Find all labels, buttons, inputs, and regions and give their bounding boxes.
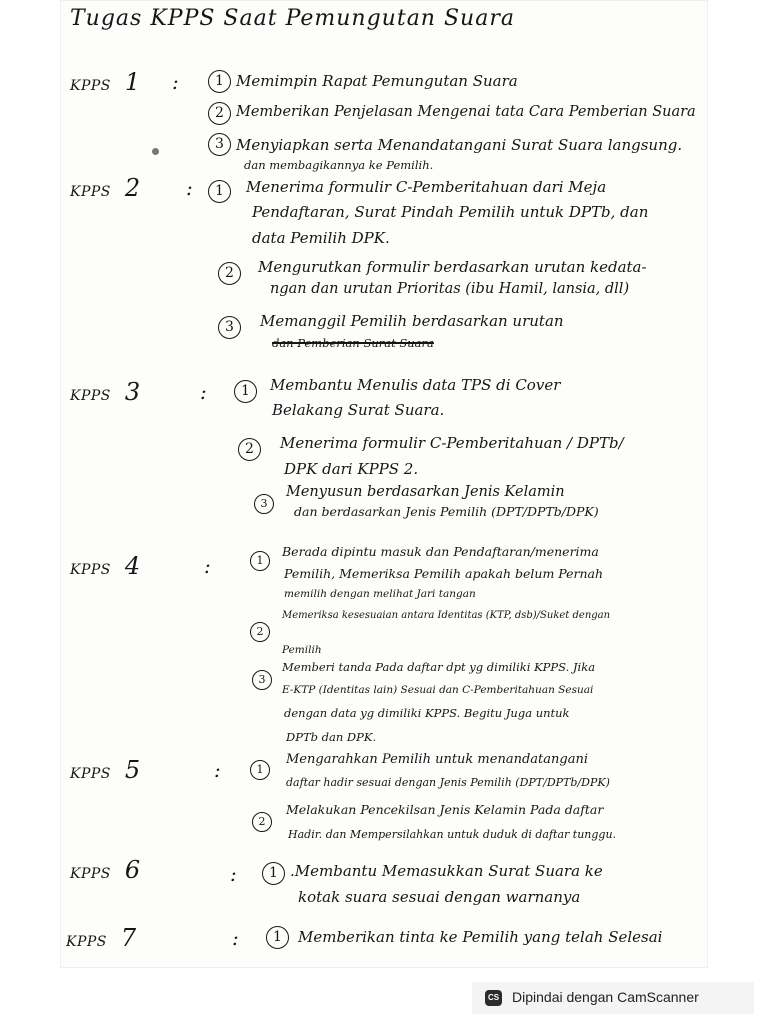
- kpps-5-task-1-line-2: daftar hadir sesuai dengan Jenis Pemilih (DPT/DPTb/DPK): [286, 776, 610, 789]
- colon: :: [172, 70, 179, 94]
- kpps-6-task-1-line-1: .Membantu Memasukkan Surat Suara ke: [290, 862, 603, 880]
- number-badge: 3: [218, 316, 241, 339]
- colon: :: [232, 926, 239, 950]
- kpps-4-label: KPPS 4: [70, 552, 141, 580]
- number-badge: 2: [250, 622, 270, 642]
- kpps-4-task-1-line-2: Pemilih, Memeriksa Pemilih apakah belum Pernah: [284, 566, 604, 581]
- kpps-2-label: KPPS 2: [70, 174, 141, 202]
- kpps-5-label: KPPS 5: [70, 756, 141, 784]
- kpps-4-task-3-line-4: DPTb dan DPK.: [286, 730, 377, 744]
- number-badge: 1: [262, 862, 285, 885]
- number-badge: 1: [234, 380, 257, 403]
- camscanner-logo-icon: CS: [485, 990, 502, 1006]
- kpps-7-task-1-line-1: Memberikan tinta ke Pemilih yang telah Selesai: [298, 928, 663, 946]
- kpps-4-task-1-line-3: memilih dengan melihat Jari tangan: [284, 588, 476, 600]
- kpps-3-task-1-line-2: Belakang Surat Suara.: [272, 401, 445, 419]
- kpps-6-task-1-line-2: kotak suara sesuai dengan warnanya: [298, 888, 581, 906]
- kpps-4-task-3-line-3: dengan data yg dimiliki KPPS. Begitu Juga untuk: [284, 706, 570, 720]
- colon: :: [186, 176, 193, 200]
- kpps-1-task-3-line-1: Menyiapkan serta Menandatangani Surat Suara langsung.: [236, 136, 683, 154]
- kpps-1-label: KPPS 1: [70, 68, 141, 96]
- kpps-5-task-1-line-1: Mengarahkan Pemilih untuk menandatangani: [286, 752, 588, 767]
- ink-dot: [152, 148, 159, 155]
- number-badge: 3: [254, 494, 274, 514]
- kpps-5-task-2-line-1: Melakukan Pencekilsan Jenis Kelamin Pada daftar: [286, 802, 604, 817]
- number-badge: 1: [250, 551, 270, 571]
- number-badge: 1: [250, 760, 270, 780]
- kpps-2-task-1-line-1: Menerima formulir C-Pemberitahuan dari Meja: [246, 178, 607, 196]
- kpps-3-task-1-line-1: Membantu Menulis data TPS di Cover: [270, 376, 561, 394]
- kpps-3-label: KPPS 3: [70, 378, 141, 406]
- kpps-6-label: KPPS 6: [70, 856, 141, 884]
- kpps-2-task-1-line-3: data Pemilih DPK.: [252, 229, 390, 247]
- number-badge: 1: [208, 70, 231, 93]
- kpps-4-task-2-line-1: Memeriksa kesesuaian antara Identitas (KTP, dsb)/Suket dengan: [282, 610, 611, 621]
- kpps-4-task-3-line-2: E-KTP (Identitas lain) Sesuai dan C-Pemberitahuan Sesuai: [282, 684, 594, 696]
- kpps-4-task-3-line-1: Memberi tanda Pada daftar dpt yg dimiliki KPPS. Jika: [282, 660, 596, 674]
- kpps-1-task-1: Memimpin Rapat Pemungutan Suara: [236, 72, 518, 90]
- kpps-5-task-2-line-2: Hadir. dan Mempersilahkan untuk duduk di daftar tunggu.: [288, 828, 617, 841]
- number-badge: 2: [238, 438, 261, 461]
- kpps-2-task-2-line-2: ngan dan urutan Prioritas (ibu Hamil, lansia, dll): [270, 281, 630, 297]
- kpps-3-task-3-line-1: Menyusun berdasarkan Jenis Kelamin: [286, 484, 565, 500]
- number-badge: 2: [218, 262, 241, 285]
- colon: :: [200, 380, 207, 404]
- kpps-7-label: KPPS 7: [66, 924, 137, 952]
- camscanner-watermark: [472, 982, 754, 1014]
- kpps-2-task-1-line-2: Pendaftaran, Surat Pindah Pemilih untuk DPTb, dan: [252, 203, 649, 221]
- colon: :: [214, 758, 221, 782]
- number-badge: 2: [252, 812, 272, 832]
- number-badge: 3: [252, 670, 272, 690]
- kpps-2-task-3-struck-text: dan Pemberian Surat Suara: [272, 336, 434, 350]
- kpps-2-task-3-line-1: Memanggil Pemilih berdasarkan urutan: [260, 312, 564, 330]
- kpps-1-task-3-line-2: dan membagikannya ke Pemilih.: [244, 158, 434, 172]
- kpps-1-task-2: Memberikan Penjelasan Mengenai tata Cara Pemberian Suara: [236, 104, 696, 120]
- colon: :: [230, 862, 237, 886]
- kpps-3-task-3-line-2: dan berdasarkan Jenis Pemilih (DPT/DPTb/DPK): [294, 504, 599, 519]
- kpps-3-task-2-line-1: Menerima formulir C-Pemberitahuan / DPTb/: [280, 434, 624, 452]
- number-badge: 1: [266, 926, 289, 949]
- number-badge: 2: [208, 102, 231, 125]
- camscanner-text: Dipindai dengan CamScanner: [512, 989, 699, 1005]
- kpps-4-task-2-line-2: Pemilih: [282, 644, 322, 656]
- kpps-2-task-2-line-1: Mengurutkan formulir berdasarkan urutan kedata-: [258, 258, 647, 276]
- number-badge: 3: [208, 133, 231, 156]
- kpps-4-task-1-line-1: Berada dipintu masuk dan Pendaftaran/menerima: [282, 544, 599, 559]
- page-title: Tugas KPPS Saat Pemungutan Suara: [70, 6, 515, 31]
- colon: :: [204, 554, 211, 578]
- number-badge: 1: [208, 180, 231, 203]
- kpps-3-task-2-line-2: DPK dari KPPS 2.: [284, 460, 419, 478]
